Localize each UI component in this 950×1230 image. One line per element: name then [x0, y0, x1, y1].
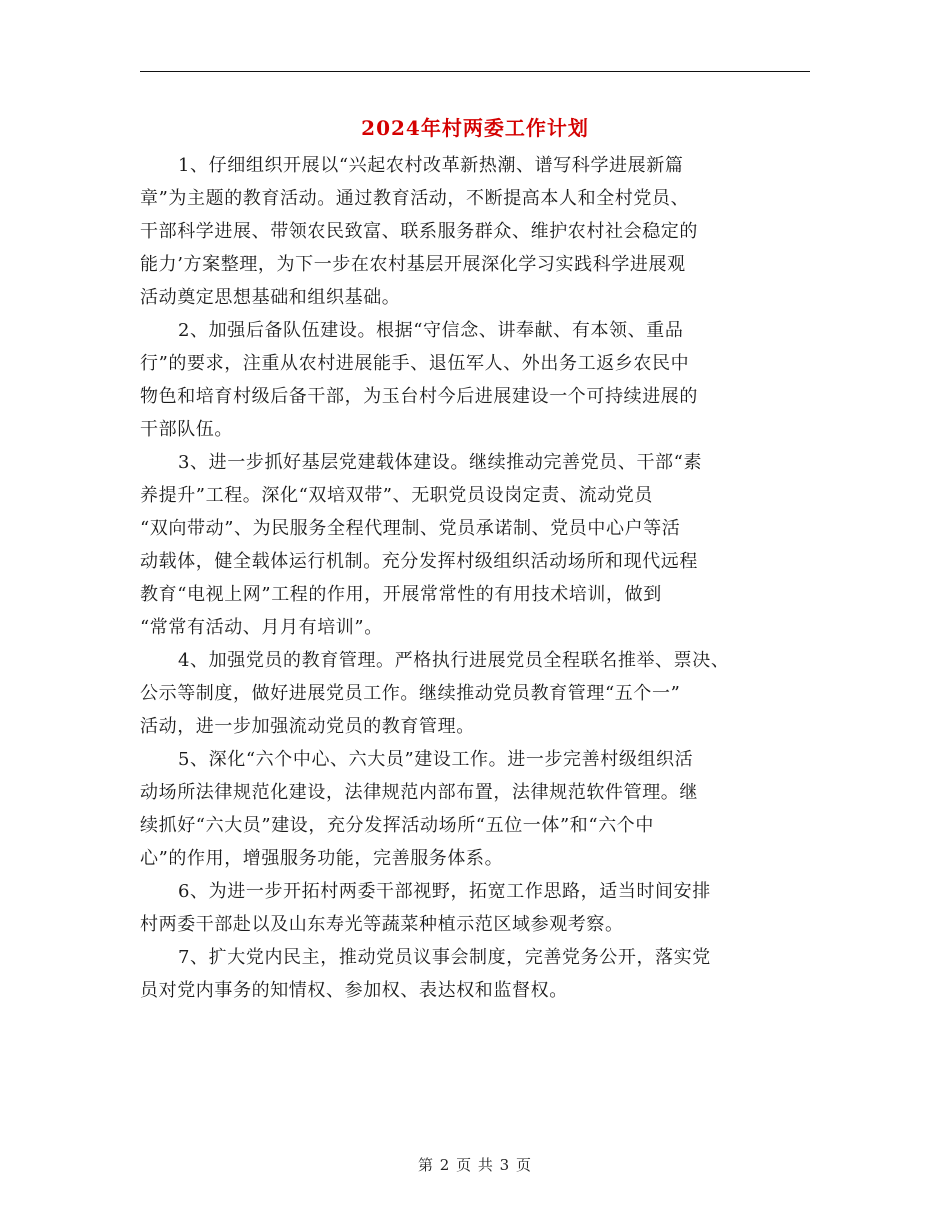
paragraph-7 — [140, 941, 820, 1007]
paragraph-line: 4、加强党员的教育管理。严格执行进展党员全程联名推举、票决、 — [178, 650, 730, 671]
document-body — [140, 149, 820, 1007]
paragraph-line: 5、深化“六个中心、六大员”建设工作。进一步完善村级组织活 — [178, 749, 694, 770]
paragraph-line: “常常有活动、月月有培训”。 — [140, 617, 383, 638]
paragraph-4 — [140, 644, 820, 743]
paragraph-line: 村两委干部赴以及山东寿光等蔬菜种植示范区域参观考察。 — [140, 914, 624, 935]
paragraph-line: 3、进一步抓好基层党建载体建设。继续推动完善党员、干部“素 — [178, 452, 703, 473]
paragraph-line: 教育“电视上网”工程的作用，开展常常性的有用技术培训，做到 — [140, 584, 662, 605]
paragraph-line: 能力’方案整理，为下一步在农村基层开展深化学习实践科学进展观 — [140, 254, 686, 275]
paragraph-1 — [140, 149, 820, 314]
paragraph-line: 7、扩大党内民主，推动党员议事会制度，完善党务公开，落实党 — [178, 947, 711, 968]
paragraph-line: 动载体，健全载体运行机制。充分发挥村级组织活动场所和现代远程 — [140, 551, 698, 572]
document-title: 2024年村两委工作计划 — [361, 116, 589, 140]
paragraph-line: 6、为进一步开拓村两委干部视野，拓宽工作思路，适当时间安排 — [178, 881, 711, 902]
paragraph-line: 1、仔细组织开展以“兴起农村改革新热潮、谱写科学进展新篇 — [178, 155, 684, 176]
paragraph-line: 心”的作用，增强服务功能，完善服务体系。 — [140, 848, 504, 869]
paragraph-line: 员对党内事务的知情权、参加权、表达权和监督权。 — [140, 980, 568, 1001]
paragraph-3 — [140, 446, 820, 644]
paragraph-line: 公示等制度，做好进展党员工作。继续推动党员教育管理“五个一” — [140, 683, 681, 704]
paragraph-line: 2、加强后备队伍建设。根据“守信念、讲奉献、有本领、重品 — [178, 320, 684, 341]
paragraph-line: “双向带动”、为民服务全程代理制、党员承诺制、党员中心户等活 — [140, 518, 681, 539]
paragraph-line: 养提升”工程。深化“双培双带”、无职党员设岗定责、流动党员 — [140, 485, 654, 506]
paragraph-5 — [140, 743, 820, 875]
paragraph-line: 物色和培育村级后备干部，为玉台村今后进展建设一个可持续进展的 — [140, 386, 698, 407]
paragraph-line: 干部队伍。 — [140, 419, 233, 440]
paragraph-line: 续抓好“六大员”建设，充分发挥活动场所“五位一体”和“六个中 — [140, 815, 655, 836]
header-rule — [140, 71, 810, 72]
paragraph-line: 活动，进一步加强流动党员的教育管理。 — [140, 716, 475, 737]
paragraph-6 — [140, 875, 820, 941]
paragraph-line: 动场所法律规范化建设，法律规范内部布置，法律规范软件管理。继 — [140, 782, 698, 803]
paragraph-line: 行”的要求，注重从农村进展能手、退伍军人、外出务工返乡农民中 — [140, 353, 690, 374]
paragraph-line: 章”为主题的教育活动。通过教育活动，不断提高本人和全村党员、 — [140, 188, 690, 209]
paragraph-line: 干部科学进展、带领农民致富、联系服务群众、维护农村社会稳定的 — [140, 221, 698, 242]
paragraph-2 — [140, 314, 820, 446]
paragraph-line: 活动奠定思想基础和组织基础。 — [140, 287, 401, 308]
page-number-footer: 第 2 页 共 3 页 — [418, 1156, 532, 1174]
